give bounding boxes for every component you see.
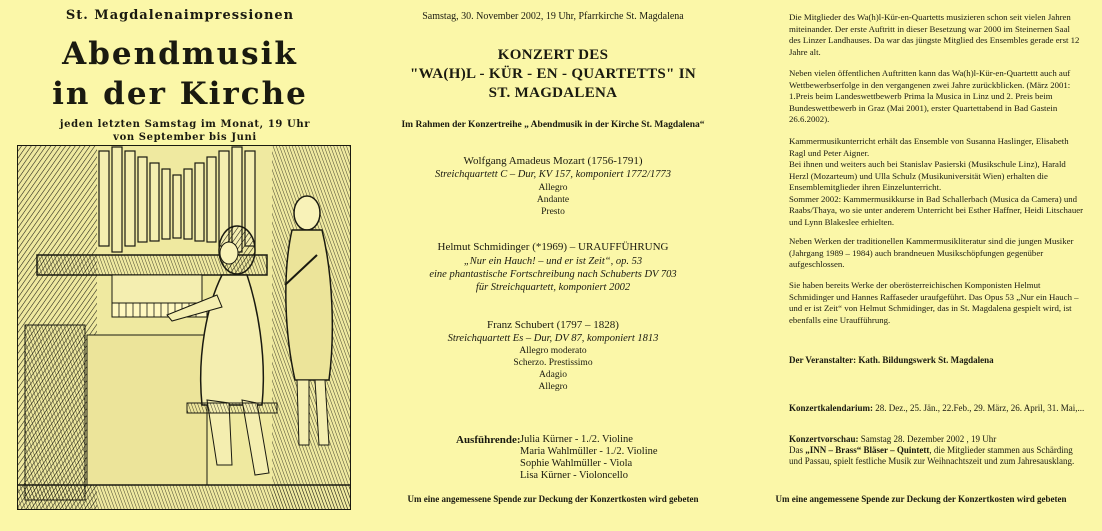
performers-list bbox=[520, 434, 658, 482]
calendar-label: Konzertkalendarium: bbox=[789, 403, 873, 413]
work-schubert: Streichquartett Es – Dur, DV 87, komponiert 1813 bbox=[447, 333, 659, 344]
preview-line-2: Das „INN – Brass“ Bläser – Quintett, die Mitglieder stammen aus Schärding bbox=[789, 445, 1073, 455]
engraving-organist-image bbox=[17, 145, 351, 510]
main-title-line-1: Abendmusik bbox=[62, 36, 298, 72]
concert-title-line-1: KONZERT DES bbox=[497, 47, 609, 63]
subtitle-line-2: von September bis Juni bbox=[113, 132, 257, 143]
middle-panel bbox=[366, 0, 740, 531]
concert-title-line-3: ST. MAGDALENA bbox=[488, 85, 618, 101]
movement: Allegro bbox=[538, 382, 568, 392]
composer-mozart: Wolfgang Amadeus Mozart (1756-1791) bbox=[463, 155, 643, 167]
preview-date: Samstag 28. Dezember 2002 , 19 Uhr bbox=[860, 434, 997, 444]
movement: Presto bbox=[541, 207, 565, 217]
paragraph-teachers: Kammermusikunterricht erhält das Ensemble von Susanna Haslinger, Elisabeth Ragl und Peter Aigner. Bei ihnen und weiters auch bei Stanislav Pasierski (Musikschule Linz), Harald Herzl (Mozarteum) und Ulla Schulz (Musikuniversität Wien) erhalten die Ensemblemitglieder ihren Einzelunterricht. Sommer 2002: Kammermusikkurse in Bad Schallerbach (Musica da Camera) und Raabs/Thaya, wo sie unter anderem Unterricht bei Esther Haffner, Heidi Litschauer und Lynn Blakeslee erhielten. bbox=[789, 136, 1084, 227]
left-panel bbox=[0, 0, 366, 531]
subtitle-line-1: jeden letzten Samstag im Monat, 19 Uhr bbox=[59, 119, 311, 130]
movement: Allegro bbox=[538, 183, 568, 193]
performer: Sophie Wahlmüller - Viola bbox=[520, 458, 633, 469]
paragraph-ensemble-history: Die Mitglieder des Wa(h)l-Kür-en-Quartetts musizieren schon seit vielen Jahren miteinander. Der erste Auftritt in dieser Besetzung war 2000 im Steinernen Saal des Linzer Landhauses. Da war das jüngste Mitglied des Ensembles gerade erst 12 Jahre alt. bbox=[789, 12, 1080, 57]
main-title-line-2: in der Kirche bbox=[52, 76, 308, 112]
concert-header: Samstag, 30. November 2002, 19 Uhr, Pfarrkirche St. Magdalena bbox=[422, 11, 684, 22]
preview-line-1 bbox=[789, 434, 996, 444]
donation-note: Um eine angemessene Spende zur Deckung der Konzertkosten wird gebeten bbox=[407, 494, 699, 504]
paragraph-competitions: Neben vielen öffentlichen Auftritten kann das Wa(h)l-Kür-en-Quartettt auch auf Wettbewerbserfolge in den vergangenen zwei Jahre zurückblicken. (März 2001: 1.Preis beim Landeswettbewerb Prima la Musica in Linz und 2. Preis beim Bundeswettbewerb in Graz (Mai 2001), erster Quartettabend in Bad Gastein 26.6.2002). bbox=[789, 68, 1071, 124]
organizer-name: Kath. Bildungswerk St. Magdalena bbox=[858, 355, 994, 365]
preview-label: Konzertvorschau: bbox=[789, 434, 859, 444]
performer: Julia Kürner - 1./2. Violine bbox=[520, 434, 633, 445]
calendar-line bbox=[789, 403, 1084, 413]
donation-note-right: Um eine angemessene Spende zur Deckung der Konzertkosten wird gebeten bbox=[775, 494, 1067, 504]
preview-ensemble: „INN – Brass“ Bläser – Quintett bbox=[805, 445, 930, 455]
composer-schmidinger: Helmut Schmidinger (*1969) – URAUFFÜHRUNG bbox=[437, 241, 669, 253]
right-panel bbox=[740, 0, 1102, 531]
paragraph-premieres: Sie haben bereits Werke der oberösterreichischen Komponisten Helmut Schmidinger und Hannes Raffaseder uraufgeführt. Das Opus 53 „Nur ein Hauch – und er ist Zeit“ von Helmut Schmidinger, das in St. Magdalena gespielt wird, ist ebenfalls eine Uraufführung. bbox=[789, 280, 1079, 325]
movement: Andante bbox=[536, 195, 570, 205]
work-mozart: Streichquartett C – Dur, KV 157, komponiert 1772/1773 bbox=[435, 169, 671, 180]
performers-label: Ausführende: bbox=[456, 434, 521, 446]
performer: Maria Wahlmüller - 1./2. Violine bbox=[520, 446, 658, 457]
composer-schubert: Franz Schubert (1797 – 1828) bbox=[487, 319, 619, 331]
organizer-label: Der Veranstalter: bbox=[789, 355, 857, 365]
concert-title-line-2: "WA(H)L - KÜR - EN - QUARTETTS" IN bbox=[410, 66, 696, 82]
work-schmidinger-line-1: „Nur ein Hauch! – und er ist Zeit“, op. 53 bbox=[463, 256, 643, 267]
work-schmidinger-line-2: eine phantastische Fortschreibung nach Schuberts DV 703 bbox=[429, 269, 677, 280]
series-note: Im Rahmen der Konzertreihe „ Abendmusik in der Kirche St. Magdalena“ bbox=[401, 120, 705, 130]
movement: Scherzo. Prestissimo bbox=[513, 358, 593, 368]
series-title: St. Magdalenaimpressionen bbox=[65, 8, 295, 23]
paragraph-repertoire: Neben Werken der traditionellen Kammermusikliteratur sind die jungen Musiker (Jahrgang 1989 – 1984) auch brandneuen Musikschöpfungen gegenüber aufgeschlossen. bbox=[789, 236, 1074, 269]
organizer-line bbox=[789, 355, 994, 365]
movement: Adagio bbox=[539, 370, 567, 380]
performer: Lisa Kürner - Violoncello bbox=[520, 470, 628, 481]
work-schmidinger-line-3: für Streichquartett, komponiert 2002 bbox=[475, 282, 631, 293]
preview-line-3: und Passau, spielt festliche Musik zur Weihnachtszeit und zum Jahresausklang. bbox=[789, 456, 1075, 466]
movement: Allegro moderato bbox=[519, 346, 587, 356]
calendar-dates: 28. Dez., 25. Jän., 22.Feb., 29. März, 26. April, 31. Mai,... bbox=[875, 403, 1085, 413]
